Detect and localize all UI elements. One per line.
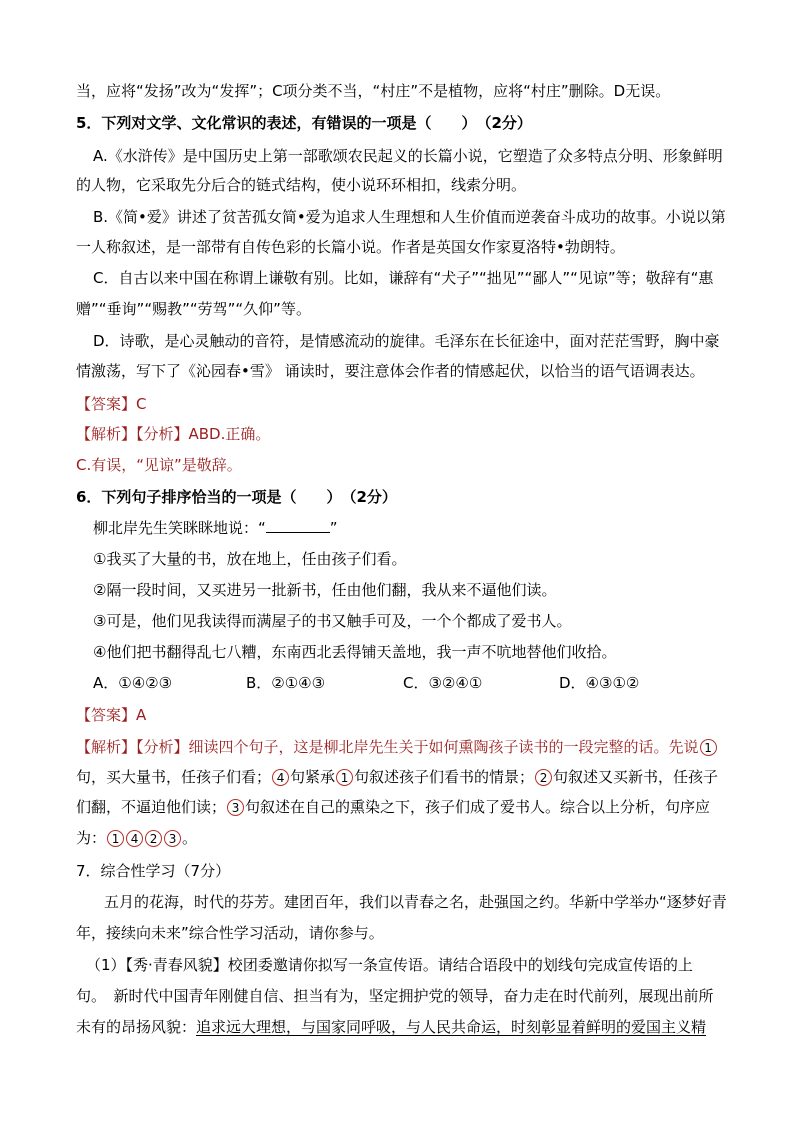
option-c: C．③②④① bbox=[403, 674, 483, 692]
question-5-option-d-line1: D．诗歌，是心灵触动的音符，是情感流动的旋律。毛泽东在长征途中，面对茫茫雪野，胸中豪 bbox=[93, 332, 720, 350]
analysis-text: 句叙述孩子们看书的情景； bbox=[354, 768, 535, 786]
question-6-analysis-line2 bbox=[76, 767, 794, 789]
analysis-text: 们翻，不逼迫他们读； bbox=[76, 798, 227, 816]
question-7-sub1-line2: 句。 新时代中国青年刚健自信、担当有为，坚定拥护党的领导，奋力走在时代前列，展现出前所 bbox=[76, 987, 714, 1005]
question-6-options bbox=[93, 673, 794, 695]
analysis-text: 句紧承 bbox=[290, 768, 336, 786]
question-6-intro-text: 柳北岸先生笑眯眯地说：“ bbox=[93, 519, 266, 537]
analysis-text: 为： bbox=[76, 829, 107, 847]
option-a: A．①④②③ bbox=[93, 674, 173, 692]
question-6-answer: 【答案】A bbox=[76, 706, 147, 724]
option-d: D．④③①② bbox=[559, 674, 640, 692]
analysis-text: 句叙述又买新书，任孩子 bbox=[553, 768, 719, 786]
question-7-sub1-line1: （1）【秀·青春风貌】校团委邀请你拟写一条宣传语。请结合语段中的划线句完成宣传语的上 bbox=[86, 956, 693, 974]
question-5-option-b-line1: B.《简•爱》讲述了贫苦孤女简•爱为追求人生理想和人生价值而逆袭奋斗成功的故事。小说以第 bbox=[93, 208, 726, 226]
analysis-text: 句叙述在自己的熏染之下，孩子们成了爱书人。综合以上分析，句序应 bbox=[245, 798, 711, 816]
circled-number-3: 3 bbox=[227, 799, 244, 816]
analysis-text: 【解析】【分析】细读四个句子，这是柳北岸先生关于如何熏陶孩子读书的一段完整的话。先说 bbox=[76, 738, 699, 756]
question-6-sentence-4: ④他们把书翻得乱七八糟，东南西北丢得铺天盖地，我一声不吭地替他们收拾。 bbox=[93, 643, 617, 661]
question-6-sentence-3: ③可是，他们见我读得而满屋子的书又触手可及，一个个都成了爱书人。 bbox=[93, 612, 572, 630]
question-7-paragraph-line2: 年，接续向未来”综合性学习活动，请你参与。 bbox=[76, 924, 384, 942]
question-6-intro-close: ” bbox=[329, 519, 338, 537]
analysis-text: 句，买大量书，任孩子们看； bbox=[76, 768, 272, 786]
question-5-option-c-line1: C．自古以来中国在称谓上谦敬有别。比如，谦辞有“犬子”“拙见”“鄙人”“见谅”等；敬辞有“惠 bbox=[93, 269, 714, 287]
circled-number-2: 2 bbox=[535, 769, 552, 786]
circled-number-3: 3 bbox=[164, 830, 181, 847]
circled-number-1: 1 bbox=[336, 769, 353, 786]
underlined-sentence: 追求远大理想，与国家同呼吸，与人民共命运，时刻彰显着鲜明的爱国主义精 bbox=[196, 1018, 707, 1036]
question-7-title: 7．综合性学习（7分） bbox=[76, 862, 231, 880]
question-5-option-c-line2: 赠”“垂询”“赐教”“劳驾”“久仰”等。 bbox=[76, 300, 311, 318]
question-6-sentence-1: ①我买了大量的书，放在地上，任由孩子们看。 bbox=[93, 550, 407, 568]
question-5-analysis-line2: C.有误，“见谅”是敬辞。 bbox=[76, 456, 242, 474]
prev-answer-tail: 当，应将“发扬”改为“发挥”；C项分类不当，“村庄”不是植物，应将“村庄”删除。D无误。 bbox=[76, 82, 671, 100]
question-6-analysis-line3 bbox=[76, 797, 794, 819]
circled-number-4: 4 bbox=[126, 830, 143, 847]
circled-number-1: 1 bbox=[700, 739, 717, 756]
question-5-analysis: 【解析】【分析】ABD.正确。 bbox=[76, 425, 271, 443]
question-5-title: 5．下列对文学、文化常识的表述，有错误的一项是（ ） （2分） bbox=[76, 114, 532, 132]
option-b: B．②①④③ bbox=[246, 674, 326, 692]
question-5-option-d-line2: 情激荡，写下了《沁园春•雪》 诵读时，要注意体会作者的情感起伏，以恰当的语气语调表达。 bbox=[76, 362, 705, 380]
circled-number-1: 1 bbox=[107, 830, 124, 847]
question-5-option-b-line2: 一人称叙述，是一部带有自传色彩的长篇小说。作者是英国女作家夏洛特•勃朗特。 bbox=[76, 238, 625, 256]
question-6-analysis-line4 bbox=[76, 828, 794, 850]
analysis-text: 。 bbox=[182, 829, 198, 847]
question-6-sentence-2: ②隔一段时间，又买进另一批新书，任由他们翻，我从来不逼他们读。 bbox=[93, 581, 557, 599]
question-5-answer: 【答案】C bbox=[76, 395, 147, 413]
question-6-intro bbox=[93, 518, 794, 540]
circled-number-2: 2 bbox=[145, 830, 162, 847]
fill-in-blank bbox=[266, 518, 330, 533]
question-6-title: 6．下列句子排序恰当的一项是（ ） （2分） bbox=[76, 488, 397, 506]
question-7-sub1-line3 bbox=[76, 1017, 794, 1039]
question-6-analysis-line1 bbox=[76, 737, 794, 759]
question-5-option-a-line1: A.《水浒传》是中国历史上第一部歌颂农民起义的长篇小说，它塑造了众多特点分明、形象鲜明 bbox=[93, 147, 723, 165]
material-text: 未有的昂扬风貌： bbox=[76, 1018, 197, 1036]
question-5-option-a-line2: 的人物，它采取先分后合的链式结构，使小说环环相扣，线索分明。 bbox=[76, 176, 527, 194]
question-7-paragraph-line1: 五月的花海，时代的芬芳。建团百年，我们以青春之名，赴强国之约。华新中学举办“逐梦好青 bbox=[104, 893, 727, 911]
circled-number-4: 4 bbox=[272, 769, 289, 786]
